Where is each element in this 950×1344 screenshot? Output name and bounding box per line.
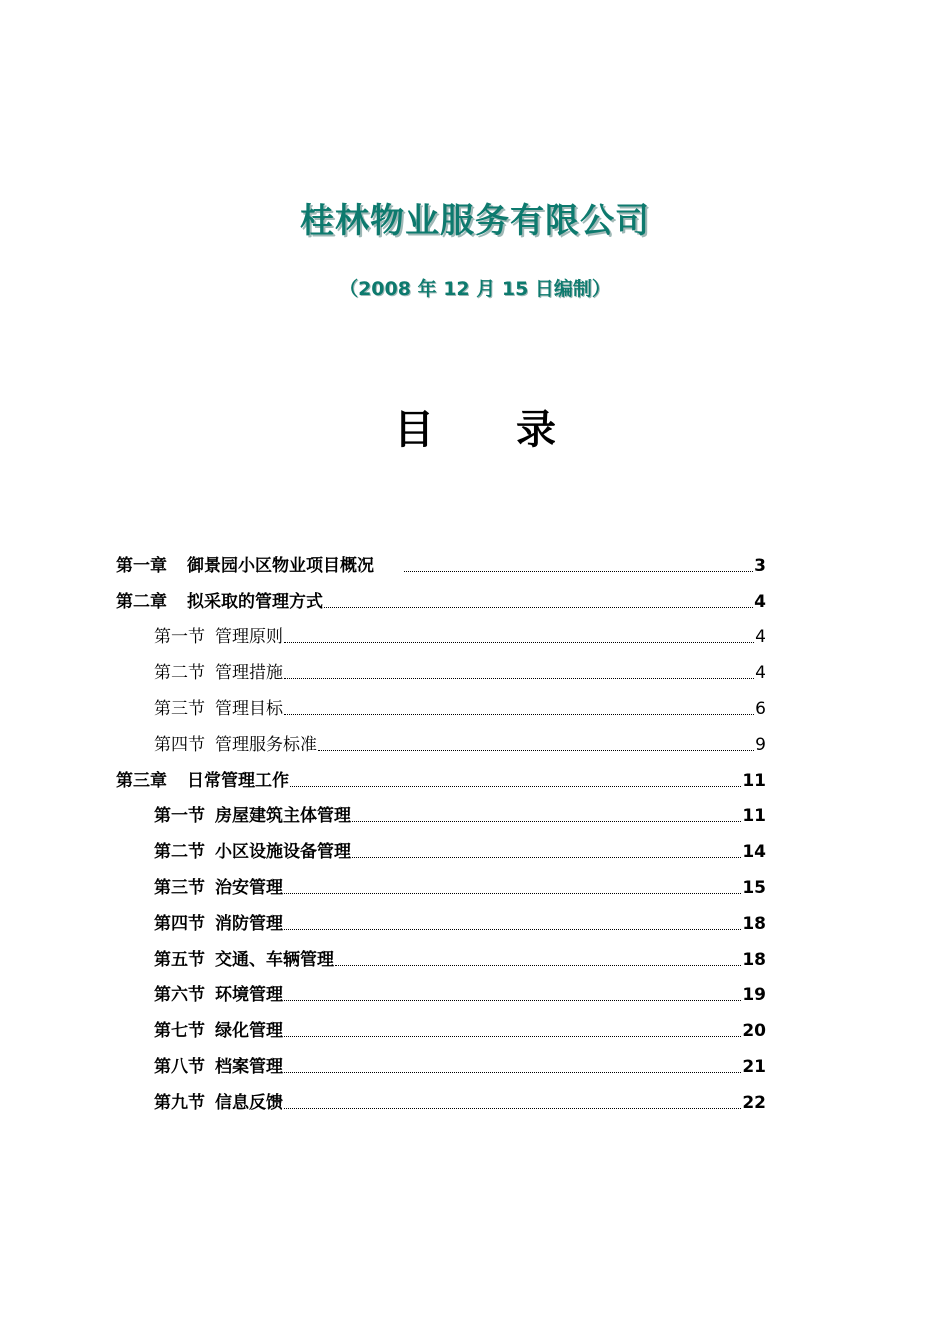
toc-entry[interactable] <box>116 647 766 683</box>
toc-entry-page: 9 <box>755 734 766 755</box>
toc-entry-number: 第三节 <box>154 698 205 719</box>
toc-entry[interactable] <box>116 970 766 1006</box>
toc-dot-leader <box>284 1108 741 1109</box>
toc-entry[interactable] <box>116 934 766 970</box>
toc-entry-number: 第三章 <box>116 770 167 791</box>
toc-entry-page: 4 <box>755 663 766 684</box>
toc-dot-leader <box>404 571 753 572</box>
toc-dot-leader <box>284 714 754 715</box>
table-of-contents <box>116 540 766 1113</box>
toc-entry-title: 管理目标 <box>215 698 283 719</box>
toc-dot-leader <box>284 929 741 930</box>
toc-entry[interactable] <box>116 683 766 719</box>
toc-entry-page: 4 <box>755 627 766 648</box>
toc-dot-leader <box>318 750 754 751</box>
toc-entry[interactable] <box>116 540 766 576</box>
toc-entry-number: 第一章 <box>116 555 167 576</box>
toc-entry-title: 房屋建筑主体管理 <box>215 806 351 827</box>
toc-entry[interactable] <box>116 755 766 791</box>
toc-entry-title: 管理服务标准 <box>215 734 317 755</box>
toc-dot-leader <box>284 678 754 679</box>
compile-date: （2008 年 12 月 15 日编制） <box>339 278 611 300</box>
toc-entry-page: 19 <box>742 985 766 1006</box>
toc-entry[interactable] <box>116 898 766 934</box>
company-title: 桂林物业服务有限公司 <box>300 201 650 241</box>
toc-entry[interactable] <box>116 1005 766 1041</box>
toc-entry-page: 20 <box>742 1021 766 1042</box>
toc-entry-title: 管理原则 <box>215 627 283 648</box>
toc-dot-leader <box>352 857 741 858</box>
toc-dot-leader <box>324 607 753 608</box>
toc-entry-page: 11 <box>742 806 766 827</box>
toc-dot-leader <box>290 786 741 787</box>
toc-entry[interactable] <box>116 791 766 827</box>
toc-entry-title: 治安管理 <box>215 877 283 898</box>
toc-entry-page: 15 <box>742 877 766 898</box>
toc-entry-number: 第一节 <box>154 627 205 648</box>
toc-entry-title: 御景园小区物业项目概况 <box>187 555 374 576</box>
toc-entry-number: 第四节 <box>154 734 205 755</box>
toc-entry-page: 14 <box>742 842 766 863</box>
toc-entry-page: 21 <box>742 1056 766 1077</box>
toc-entry-title: 小区设施设备管理 <box>215 842 351 863</box>
toc-dot-leader <box>284 642 754 643</box>
toc-entry-number: 第五节 <box>154 949 205 970</box>
toc-entry-title: 拟采取的管理方式 <box>187 591 323 612</box>
toc-entry-number: 第二章 <box>116 591 167 612</box>
toc-entry-page: 18 <box>742 949 766 970</box>
toc-entry-page: 22 <box>742 1092 766 1113</box>
toc-entry-page: 6 <box>755 698 766 719</box>
toc-entry-number: 第一节 <box>154 806 205 827</box>
toc-dot-leader <box>335 965 741 966</box>
toc-heading-right: 录 <box>516 407 556 453</box>
toc-entry-number: 第三节 <box>154 877 205 898</box>
toc-entry[interactable] <box>116 1041 766 1077</box>
toc-entry[interactable] <box>116 862 766 898</box>
toc-entry-number: 第二节 <box>154 842 205 863</box>
toc-dot-leader <box>284 1036 741 1037</box>
toc-entry-page: 4 <box>754 591 766 612</box>
toc-heading <box>0 398 950 455</box>
toc-entry-number: 第七节 <box>154 1021 205 1042</box>
toc-dot-leader <box>284 1072 741 1073</box>
toc-entry-number: 第六节 <box>154 985 205 1006</box>
toc-entry-title: 绿化管理 <box>215 1021 283 1042</box>
toc-entry-title: 交通、车辆管理 <box>215 949 334 970</box>
toc-entry-number: 第八节 <box>154 1056 205 1077</box>
toc-entry-title: 信息反馈 <box>215 1092 283 1113</box>
toc-entry[interactable] <box>116 719 766 755</box>
toc-entry-title: 档案管理 <box>215 1056 283 1077</box>
toc-entry-title: 消防管理 <box>215 913 283 934</box>
toc-entry[interactable] <box>116 826 766 862</box>
toc-entry-number: 第四节 <box>154 913 205 934</box>
toc-entry-number: 第九节 <box>154 1092 205 1113</box>
toc-entry-page: 3 <box>754 555 766 576</box>
toc-entry-number: 第二节 <box>154 663 205 684</box>
toc-entry-title: 管理措施 <box>215 663 283 684</box>
toc-dot-leader <box>284 893 741 894</box>
toc-entry[interactable] <box>116 1077 766 1113</box>
toc-dot-leader <box>284 1000 741 1001</box>
toc-entry-page: 18 <box>742 913 766 934</box>
toc-heading-left: 目 <box>394 407 434 453</box>
toc-entry[interactable] <box>116 576 766 612</box>
toc-entry-title: 日常管理工作 <box>187 770 289 791</box>
toc-dot-leader <box>352 821 741 822</box>
toc-entry-page: 11 <box>742 770 766 791</box>
toc-entry[interactable] <box>116 612 766 648</box>
toc-entry-title: 环境管理 <box>215 985 283 1006</box>
